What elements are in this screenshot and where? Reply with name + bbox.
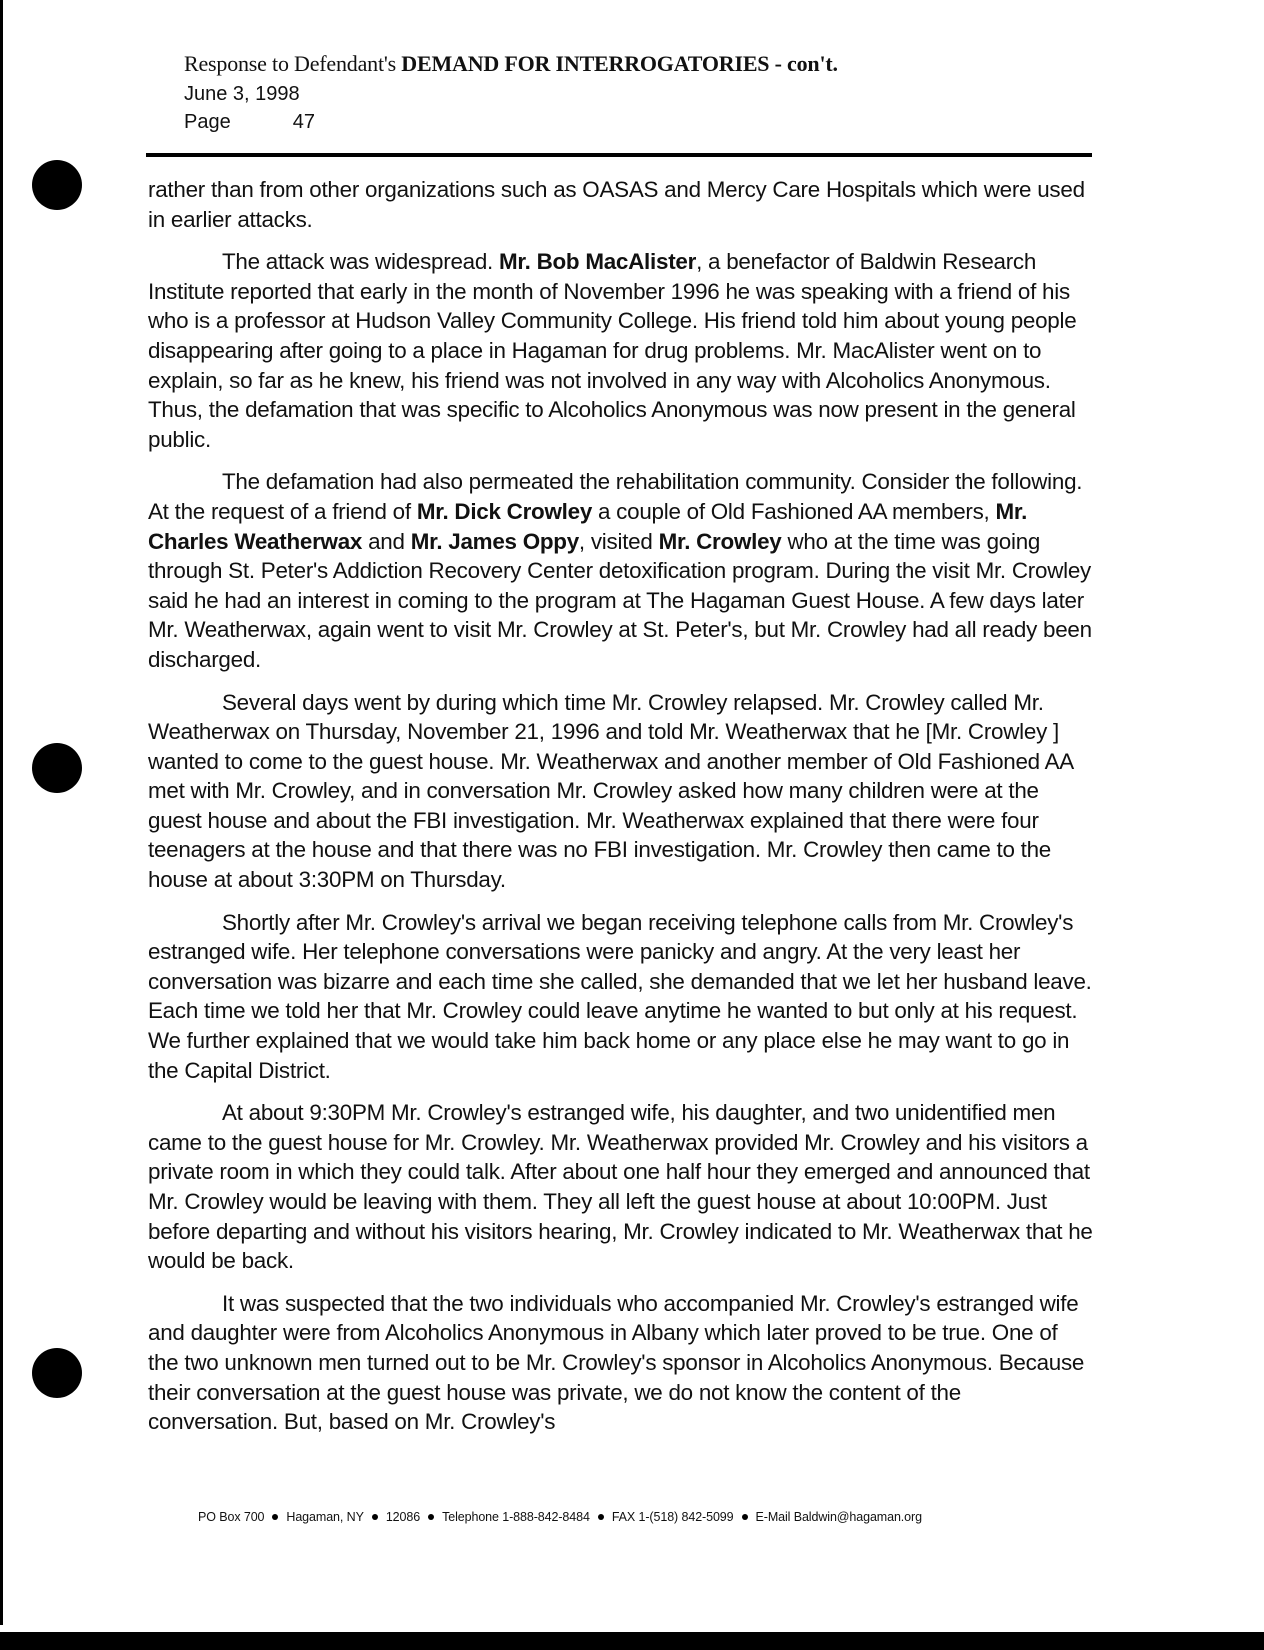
paragraph bbox=[148, 908, 1093, 1086]
footer-item: PO Box 700 bbox=[198, 1510, 265, 1524]
text-run: The defamation had also permeated the rehabilitation community. Consider the following. At the request of a friend of bbox=[148, 469, 1083, 524]
page-bottom-edge bbox=[0, 1632, 1264, 1650]
bullet-separator-icon bbox=[428, 1514, 434, 1520]
page-indicator bbox=[184, 108, 1094, 136]
title-prefix: Response to Defendant's bbox=[184, 51, 402, 76]
paragraph bbox=[148, 688, 1093, 895]
footer-item: FAX 1-(518) 842-5099 bbox=[611, 1510, 734, 1524]
bold-name: Mr. Charles Weatherwax bbox=[148, 498, 1028, 554]
bullet-separator-icon bbox=[742, 1514, 748, 1520]
title-suffix: - con't. bbox=[769, 51, 838, 76]
footer-item: 12086 bbox=[385, 1510, 421, 1524]
paragraph bbox=[148, 467, 1093, 674]
bold-name: Mr. Dick Crowley bbox=[416, 498, 593, 524]
bullet-separator-icon bbox=[272, 1514, 278, 1520]
text-run: Shortly after Mr. Crowley's arrival we began receiving telephone calls from Mr. Crowley's estranged wife. Her telephone conversations were panicky and angry. At the very least her conversation was bizarre and each time she called, she demanded that we let her husband leave. Each time we told her that Mr. Crowley could leave anytime he wanted to but only at his request. We further explained that we would take him back home or any place else he may want to go in the Capital District. bbox=[148, 909, 1092, 1083]
document-title bbox=[184, 48, 1094, 80]
text-run: a couple of Old Fashioned AA members, bbox=[592, 498, 996, 524]
header-rule bbox=[146, 153, 1092, 157]
paragraph bbox=[148, 1098, 1093, 1276]
page-label: Page bbox=[184, 111, 231, 133]
bold-name: Mr. James Oppy bbox=[410, 528, 579, 554]
text-run: The attack was widespread. bbox=[222, 249, 500, 275]
page-footer bbox=[198, 1510, 1078, 1524]
text-run: At about 9:30PM Mr. Crowley's estranged wife, his daughter, and two unidentified men came to the guest house for Mr. Crowley. Mr. Weatherwax provided Mr. Crowley and his visitors a private room in which they could talk. After about one half hour they emerged and announced that Mr. Crowley would be leaving with them. They all left the guest house at about 10:00PM. Just before departing and without his visitors hearing, Mr. Crowley indicated to Mr. Weatherwax that he would be back. bbox=[148, 1100, 1093, 1274]
punch-hole bbox=[32, 1348, 82, 1398]
bullet-separator-icon bbox=[598, 1514, 604, 1520]
page-left-edge bbox=[0, 0, 3, 1625]
title-bold: DEMAND FOR INTERROGATORIES bbox=[401, 51, 770, 76]
footer-item: E-Mail Baldwin@hagaman.org bbox=[755, 1510, 922, 1524]
footer-item: Hagaman, NY bbox=[286, 1510, 364, 1524]
footer-item: Telephone 1-888-842-8484 bbox=[442, 1510, 590, 1524]
text-run: It was suspected that the two individuals who accompanied Mr. Crowley's estranged wife and daughter were from Alcoholics Anonymous in Albany which later proved to be true. One of the two unknown men turned out to be Mr. Crowley's sponsor in Alcoholics Anonymous. Because their conversation at the guest house was private, we do not know the content of the conversation. But, based on Mr. Crowley's bbox=[148, 1290, 1085, 1435]
bold-name: Mr. Bob MacAlister bbox=[499, 249, 697, 275]
document-date: June 3, 1998 bbox=[184, 83, 300, 105]
bullet-separator-icon bbox=[372, 1514, 378, 1520]
punch-hole bbox=[32, 160, 82, 210]
bold-name: Mr. Crowley bbox=[658, 528, 782, 554]
paragraph bbox=[148, 175, 1093, 234]
punch-hole bbox=[32, 743, 82, 793]
text-run: Several days went by during which time Mr. Crowley relapsed. Mr. Crowley called Mr. Weatherwax on Thursday, November 21, 1996 and told Mr. Weatherwax that he [Mr. Crowley ] wanted to come to the guest house. Mr. Weatherwax and another member of Old Fashioned AA met with Mr. Crowley, and in conversation Mr. Crowley asked how many children were at the guest house and about the FBI investigation. Mr. Weatherwax explained that there were four teenagers at the house and that there was no FBI investigation. Mr. Crowley then came to the house at about 3:30PM on Thursday. bbox=[148, 689, 1073, 893]
text-run: who at the time was going through St. Peter's Addiction Recovery Center detoxification program. During the visit Mr. Crowley said he had an interest in coming to the program at The Hagaman Guest House. A few days later Mr. Weatherwax, again went to visit Mr. Crowley at St. Peter's, but Mr. Crowley had all ready been discharged. bbox=[148, 528, 1092, 672]
page-header bbox=[184, 48, 1094, 136]
document-body bbox=[148, 175, 1093, 1450]
text-run: , visited bbox=[578, 528, 659, 554]
text-run: rather than from other organizations such as OASAS and Mercy Care Hospitals which were used in earlier attacks. bbox=[148, 177, 1085, 232]
text-run: and bbox=[362, 528, 411, 554]
paragraph bbox=[148, 1289, 1093, 1437]
paragraph bbox=[148, 247, 1093, 454]
text-run: , a benefactor of Baldwin Research Institute reported that early in the month of November 1996 he was speaking with a friend of his who is a professor at Hudson Valley Community College. His friend told him about young people disappearing after going to a place in Hagaman for drug problems. Mr. MacAlister went on to explain, so far as he knew, his friend was not involved in any way with Alcoholics Anonymous. Thus, the defamation that was specific to Alcoholics Anonymous was now present in the general public. bbox=[148, 249, 1077, 452]
page-number: 47 bbox=[292, 111, 315, 133]
